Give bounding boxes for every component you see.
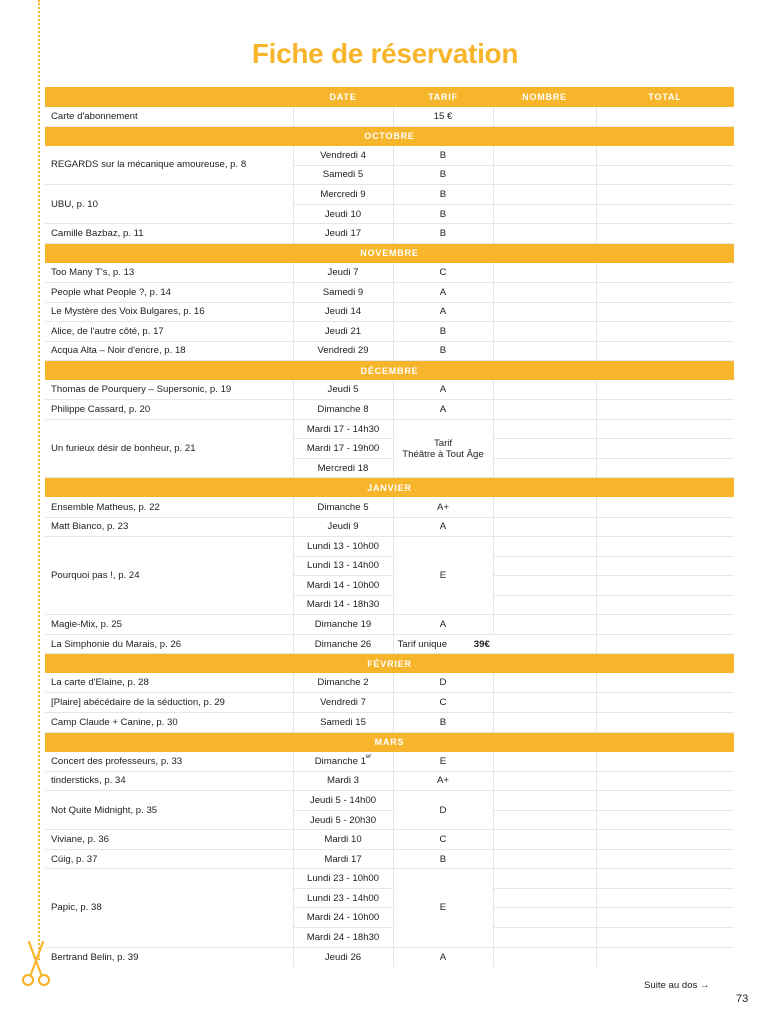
show-title: Camp Claude + Canine, p. 30 <box>45 713 293 733</box>
show-title: Thomas de Pourquery – Supersonic, p. 19 <box>45 380 293 400</box>
nombre-input[interactable] <box>493 947 596 967</box>
table-row <box>45 185 734 205</box>
total-input[interactable] <box>596 263 734 283</box>
tarif-cell: A <box>393 380 493 400</box>
table-row <box>45 791 734 811</box>
date-cell: Lundi 13 - 14h00 <box>293 556 393 576</box>
date-cell: Mardi 17 - 19h00 <box>293 439 393 459</box>
total-input[interactable] <box>596 771 734 791</box>
tarif-cell: C <box>393 263 493 283</box>
table-row <box>45 771 734 791</box>
nombre-input[interactable] <box>493 888 596 908</box>
table-row <box>45 380 734 400</box>
total-input[interactable] <box>596 322 734 342</box>
page-number: 73 <box>736 993 749 1005</box>
continue-on-back-note: Suite au dos → <box>644 980 710 991</box>
tarif-cell: D <box>393 791 493 830</box>
header-total: TOTAL <box>596 87 734 107</box>
date-cell: Vendredi 29 <box>293 341 393 361</box>
show-title: Magie-Mix, p. 25 <box>45 615 293 635</box>
show-title: Viviane, p. 36 <box>45 830 293 850</box>
tarif-cell: A <box>393 302 493 322</box>
tarif-cell: B <box>393 146 493 166</box>
total-input[interactable] <box>596 282 734 302</box>
date-cell: Mardi 10 <box>293 830 393 850</box>
nombre-input[interactable] <box>493 400 596 420</box>
total-input[interactable] <box>596 224 734 244</box>
nombre-input[interactable] <box>493 107 596 127</box>
header-tarif: TARIF <box>393 87 493 107</box>
nombre-input[interactable] <box>493 282 596 302</box>
table-header <box>45 87 734 107</box>
show-title: La Simphonie du Marais, p. 26 <box>45 634 293 654</box>
nombre-input[interactable] <box>493 615 596 635</box>
total-input[interactable] <box>596 204 734 224</box>
table-row <box>45 302 734 322</box>
tarif-cell: B <box>393 165 493 185</box>
total-input[interactable] <box>596 107 734 127</box>
date-cell: Jeudi 17 <box>293 224 393 244</box>
show-title: Carte d'abonnement <box>45 107 293 127</box>
show-title: tindersticks, p. 34 <box>45 771 293 791</box>
date-cell: Dimanche 26 <box>293 634 393 654</box>
date-cell <box>293 752 393 772</box>
date-cell: Lundi 23 - 14h00 <box>293 888 393 908</box>
date-cell: Jeudi 21 <box>293 322 393 342</box>
show-title: Pourquoi pas !, p. 24 <box>45 537 293 615</box>
show-title: Camille Bazbaz, p. 11 <box>45 224 293 244</box>
tarif-cell: E <box>393 752 493 772</box>
date-cell: Jeudi 14 <box>293 302 393 322</box>
total-input[interactable] <box>596 908 734 928</box>
nombre-input[interactable] <box>493 791 596 811</box>
month-row-fevrier: FÉVRIER <box>45 654 734 674</box>
table-row <box>45 830 734 850</box>
table-row <box>45 419 734 439</box>
show-title: Philippe Cassard, p. 20 <box>45 400 293 420</box>
total-input[interactable] <box>596 595 734 615</box>
tarif-line: Théâtre à Tout Âge <box>402 448 484 460</box>
date-cell: Jeudi 7 <box>293 263 393 283</box>
total-input[interactable] <box>596 947 734 967</box>
date-cell: Samedi 9 <box>293 282 393 302</box>
tarif-cell: 15 € <box>393 107 493 127</box>
tarif-cell: C <box>393 830 493 850</box>
date-cell: Dimanche 8 <box>293 400 393 420</box>
table-row <box>45 282 734 302</box>
nombre-input[interactable] <box>493 576 596 596</box>
header-show <box>45 87 293 107</box>
month-row-octobre: OCTOBRE <box>45 126 734 146</box>
nombre-input[interactable] <box>493 869 596 889</box>
table-row <box>45 947 734 967</box>
date-cell: Mardi 24 - 18h30 <box>293 928 393 948</box>
total-input[interactable] <box>596 615 734 635</box>
total-input[interactable] <box>596 849 734 869</box>
month-row-novembre: NOVEMBRE <box>45 243 734 263</box>
total-input[interactable] <box>596 888 734 908</box>
date-cell: Vendredi 4 <box>293 146 393 166</box>
nombre-input[interactable] <box>493 458 596 478</box>
date-cell <box>293 107 393 127</box>
date-cell: Mardi 17 <box>293 849 393 869</box>
show-title: Papic, p. 38 <box>45 869 293 947</box>
reservation-table <box>45 87 734 967</box>
page-title: Fiche de réservation <box>251 38 519 69</box>
tarif-cell: B <box>393 224 493 244</box>
total-input[interactable] <box>596 576 734 596</box>
nombre-input[interactable] <box>493 146 596 166</box>
date-cell: Jeudi 10 <box>293 204 393 224</box>
date-cell: Jeudi 5 - 14h00 <box>293 791 393 811</box>
table-row <box>45 497 734 517</box>
tarif-cell: A+ <box>393 497 493 517</box>
nombre-input[interactable] <box>493 537 596 557</box>
tarif-cell: D <box>393 673 493 693</box>
total-input[interactable] <box>596 146 734 166</box>
show-title: Acqua Alta – Noir d'encre, p. 18 <box>45 341 293 361</box>
total-input[interactable] <box>596 458 734 478</box>
date-cell: Mercredi 9 <box>293 185 393 205</box>
table-row <box>45 537 734 557</box>
date-cell: Samedi 5 <box>293 165 393 185</box>
nombre-input[interactable] <box>493 497 596 517</box>
table-row <box>45 693 734 713</box>
table-row <box>45 224 734 244</box>
total-input[interactable] <box>596 752 734 772</box>
total-input[interactable] <box>596 341 734 361</box>
tarif-cell <box>393 419 493 478</box>
nombre-input[interactable] <box>493 849 596 869</box>
tarif-cell: A <box>393 517 493 537</box>
date-cell: Dimanche 2 <box>293 673 393 693</box>
table-row <box>45 849 734 869</box>
show-title: Cúig, p. 37 <box>45 849 293 869</box>
nombre-input[interactable] <box>493 380 596 400</box>
tarif-cell: A <box>393 615 493 635</box>
total-input[interactable] <box>596 165 734 185</box>
nombre-input[interactable] <box>493 595 596 615</box>
date-cell: Mardi 17 - 14h30 <box>293 419 393 439</box>
show-title: UBU, p. 10 <box>45 185 293 224</box>
total-input[interactable] <box>596 419 734 439</box>
table-row <box>45 673 734 693</box>
tarif-line: Tarif <box>433 437 453 449</box>
show-title: Le Mystère des Voix Bulgares, p. 16 <box>45 302 293 322</box>
date-cell: Mardi 3 <box>293 771 393 791</box>
table-row <box>45 322 734 342</box>
nombre-input[interactable] <box>493 165 596 185</box>
header-nombre: NOMBRE <box>493 87 596 107</box>
date-cell: Lundi 23 - 10h00 <box>293 869 393 889</box>
nombre-input[interactable] <box>493 204 596 224</box>
total-input[interactable] <box>596 673 734 693</box>
nombre-input[interactable] <box>493 517 596 537</box>
show-title: Ensemble Matheus, p. 22 <box>45 497 293 517</box>
table-row <box>45 634 734 654</box>
total-input[interactable] <box>596 693 734 713</box>
nombre-input[interactable] <box>493 830 596 850</box>
tarif-unique-cell <box>393 634 596 654</box>
nombre-input[interactable] <box>493 322 596 342</box>
nombre-input[interactable] <box>493 810 596 830</box>
header-date: DATE <box>293 87 393 107</box>
total-input[interactable] <box>596 302 734 322</box>
total-input[interactable] <box>596 400 734 420</box>
month-row-janvier: JANVIER <box>45 478 734 498</box>
tarif-cell: B <box>393 322 493 342</box>
nombre-input[interactable] <box>493 673 596 693</box>
total-input[interactable] <box>596 380 734 400</box>
date-cell: Vendredi 7 <box>293 693 393 713</box>
table-row <box>45 400 734 420</box>
nombre-input[interactable] <box>493 771 596 791</box>
show-title: La carte d'Elaine, p. 28 <box>45 673 293 693</box>
total-input[interactable] <box>596 713 734 733</box>
month-row-decembre: DÉCEMBRE <box>45 361 734 381</box>
date-cell: Lundi 13 - 10h00 <box>293 537 393 557</box>
total-input[interactable] <box>596 517 734 537</box>
show-title: Un furieux désir de bonheur, p. 21 <box>45 419 293 478</box>
tarif-cell: B <box>393 713 493 733</box>
nombre-input[interactable] <box>493 752 596 772</box>
table-row <box>45 713 734 733</box>
show-title: REGARDS sur la mécanique amoureuse, p. 8 <box>45 146 293 185</box>
show-title: Concert des professeurs, p. 33 <box>45 752 293 772</box>
total-input[interactable] <box>596 791 734 811</box>
total-input[interactable] <box>596 497 734 517</box>
nombre-input[interactable] <box>493 908 596 928</box>
show-title: [Plaire] abécédaire de la séduction, p. 29 <box>45 693 293 713</box>
total-input[interactable] <box>596 869 734 889</box>
date-cell: Jeudi 9 <box>293 517 393 537</box>
date-text: Dimanche 1 <box>314 755 366 767</box>
date-cell: Mardi 14 - 18h30 <box>293 595 393 615</box>
table-row <box>45 107 734 127</box>
date-cell: Jeudi 5 <box>293 380 393 400</box>
tarif-cell: B <box>393 204 493 224</box>
nombre-input[interactable] <box>493 439 596 459</box>
total-input[interactable] <box>596 439 734 459</box>
cut-line <box>38 0 40 960</box>
nombre-input[interactable] <box>493 419 596 439</box>
table-row <box>45 517 734 537</box>
table-row <box>45 615 734 635</box>
total-input[interactable] <box>596 634 734 654</box>
tarif-unique-price: 39€ <box>473 638 490 650</box>
tarif-cell: C <box>393 693 493 713</box>
table-row <box>45 263 734 283</box>
table-row <box>45 146 734 166</box>
tarif-cell: B <box>393 341 493 361</box>
show-title: Alice, de l'autre côté, p. 17 <box>45 322 293 342</box>
date-cell: Jeudi 26 <box>293 947 393 967</box>
nombre-input[interactable] <box>493 263 596 283</box>
date-superscript: er <box>365 753 372 760</box>
tarif-cell: B <box>393 849 493 869</box>
tarif-cell: A+ <box>393 771 493 791</box>
show-title: Too Many T's, p. 13 <box>45 263 293 283</box>
date-cell: Mercredi 18 <box>293 458 393 478</box>
nombre-input[interactable] <box>493 302 596 322</box>
nombre-input[interactable] <box>493 928 596 948</box>
tarif-cell: A <box>393 400 493 420</box>
show-title: People what People ?, p. 14 <box>45 282 293 302</box>
tarif-cell: A <box>393 282 493 302</box>
total-input[interactable] <box>596 830 734 850</box>
total-input[interactable] <box>596 928 734 948</box>
total-input[interactable] <box>596 556 734 576</box>
date-cell: Mardi 14 - 10h00 <box>293 576 393 596</box>
nombre-input[interactable] <box>493 713 596 733</box>
total-input[interactable] <box>596 537 734 557</box>
table-row <box>45 752 734 772</box>
nombre-input[interactable] <box>493 224 596 244</box>
nombre-input[interactable] <box>493 341 596 361</box>
show-title: Not Quite Midnight, p. 35 <box>45 791 293 830</box>
month-row-mars: MARS <box>45 732 734 752</box>
tarif-unique-label: Tarif unique <box>397 638 448 650</box>
table-row <box>45 341 734 361</box>
nombre-input[interactable] <box>493 693 596 713</box>
show-title: Bertrand Belin, p. 39 <box>45 947 293 967</box>
date-cell: Mardi 24 - 10h00 <box>293 908 393 928</box>
total-input[interactable] <box>596 810 734 830</box>
tarif-cell: B <box>393 185 493 205</box>
date-cell: Dimanche 5 <box>293 497 393 517</box>
total-input[interactable] <box>596 185 734 205</box>
show-title: Matt Bianco, p. 23 <box>45 517 293 537</box>
tarif-cell: A <box>393 947 493 967</box>
nombre-input[interactable] <box>493 556 596 576</box>
date-cell: Jeudi 5 - 20h30 <box>293 810 393 830</box>
date-cell: Dimanche 19 <box>293 615 393 635</box>
tarif-cell: E <box>393 869 493 947</box>
date-cell: Samedi 15 <box>293 713 393 733</box>
table-row <box>45 869 734 889</box>
tarif-cell: E <box>393 537 493 615</box>
nombre-input[interactable] <box>493 185 596 205</box>
